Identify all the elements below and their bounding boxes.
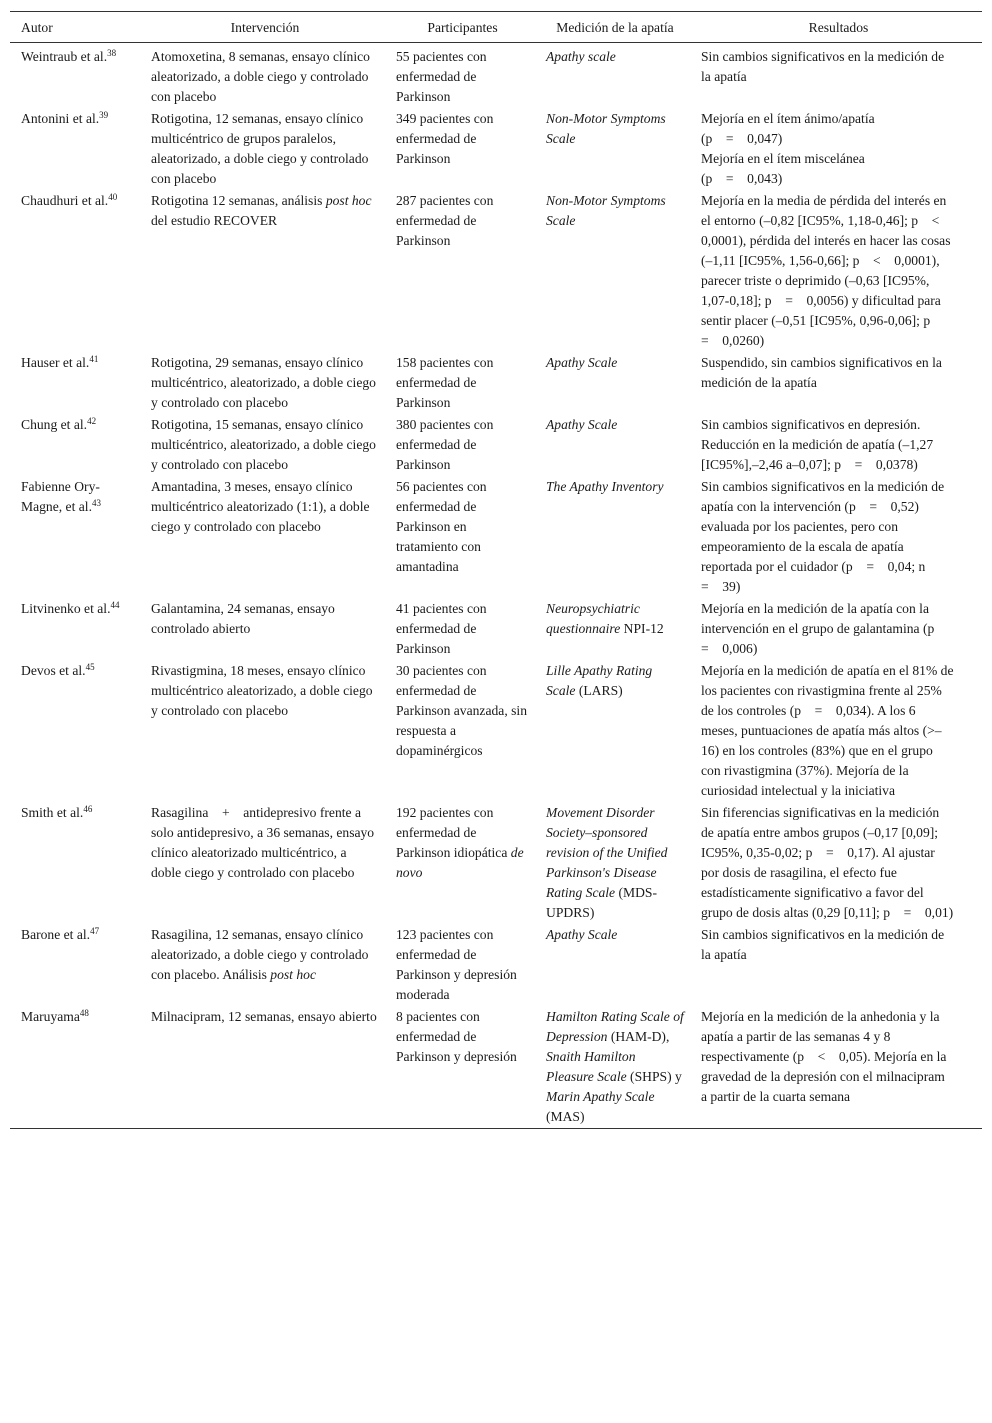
cell-resultados xyxy=(690,43,982,109)
cell-medicion xyxy=(535,924,690,1006)
apathy-measure-text: Snaith Hamilton Pleasure Scale xyxy=(546,1049,636,1084)
header-resultados: Resultados xyxy=(808,20,869,35)
table-row xyxy=(10,190,982,352)
cell-medicion xyxy=(535,108,690,190)
results-text: Mejoría en la medición de la anhedonia y la apatía a partir de las semanas 4 y 8 respectivamente (p < 0,05). Mejoría en la gravedad de la depresión con el milnacipram a partir de la cuarta semana xyxy=(701,1009,947,1104)
cell-resultados xyxy=(690,414,982,476)
results-text: (p = 0,047) xyxy=(701,131,783,146)
cell-autor xyxy=(10,108,140,190)
participants-text: 349 pacientes con enfermedad de Parkinson xyxy=(396,111,494,166)
participants-text: 192 pacientes con enfermedad de Parkinson idiopática xyxy=(396,805,511,860)
cell-resultados xyxy=(690,352,982,414)
results-text: Suspendido, sin cambios significativos en la medición de la apatía xyxy=(701,355,942,390)
intervention-text: Atomoxetina, 8 semanas, ensayo clínico aleatorizado, a doble ciego y controlado con placebo xyxy=(151,49,370,104)
cell-resultados xyxy=(690,924,982,1006)
apathy-measure-text: Apathy Scale xyxy=(546,355,618,370)
cell-medicion xyxy=(535,43,690,109)
cell-participantes xyxy=(385,802,535,924)
table-row xyxy=(10,108,982,190)
cell-resultados xyxy=(690,802,982,924)
cell-participantes xyxy=(385,108,535,190)
cell-intervencion xyxy=(140,476,385,598)
reference-number: 42 xyxy=(87,416,97,426)
cell-participantes xyxy=(385,352,535,414)
reference-number: 43 xyxy=(91,498,101,508)
reference-number: 45 xyxy=(85,662,95,672)
cell-intervencion xyxy=(140,43,385,109)
cell-participantes xyxy=(385,43,535,109)
table-header-row xyxy=(10,12,982,43)
cell-resultados xyxy=(690,1006,982,1129)
cell-medicion xyxy=(535,414,690,476)
author-name: Chaudhuri et al. xyxy=(21,193,109,208)
cell-autor xyxy=(10,598,140,660)
author-name: Weintraub et al. xyxy=(21,49,108,64)
results-text: Mejoría en el ítem ánimo/apatía xyxy=(701,111,875,126)
cell-autor xyxy=(10,802,140,924)
cell-intervencion xyxy=(140,924,385,1006)
studies-table-container xyxy=(10,11,982,1129)
participants-text: 380 pacientes con enfermedad de Parkinson xyxy=(396,417,494,472)
cell-participantes xyxy=(385,660,535,802)
table-row xyxy=(10,1006,982,1129)
header-autor: Autor xyxy=(21,20,53,35)
results-text: Sin fiferencias significativas en la medición de apatía entre ambos grupos (–0,17 [0,09]; IC95%, 0,35-0,02; p = 0,17). Al ajustar por dosis de rasagilina, el efecto fue estadísticamente significativo a favor del grupo de dosis altas (0,29 [0,11]; p = 0,01) xyxy=(701,805,954,920)
intervention-text: Rotigotina, 12 semanas, ensayo clínico multicéntrico de grupos paralelos, aleatorizado, a doble ciego y controlado con placebo xyxy=(151,111,369,186)
cell-intervencion xyxy=(140,190,385,352)
cell-intervencion xyxy=(140,352,385,414)
intervention-text: Amantadina, 3 meses, ensayo clínico multicéntrico aleatorizado (1:1), a doble ciego y controlado con placebo xyxy=(151,479,370,534)
intervention-text: Rotigotina, 15 semanas, ensayo clínico multicéntrico, aleatorizado, a doble ciego y controlado con placebo xyxy=(151,417,376,472)
apathy-measure-text: Movement Disorder Society–sponsored revision of the Unified Parkinson's Disease Rating Scale xyxy=(546,805,668,900)
apathy-measure-text: (LARS) xyxy=(575,683,623,698)
reference-number: 46 xyxy=(83,804,93,814)
cell-medicion xyxy=(535,598,690,660)
table-row xyxy=(10,660,982,802)
participants-text: 55 pacientes con enfermedad de Parkinson xyxy=(396,49,487,104)
apathy-measure-text: Marin Apathy Scale xyxy=(546,1089,655,1104)
table-row xyxy=(10,802,982,924)
results-text: Mejoría en la medición de apatía en el 81% de los pacientes con rivastigmina frente al 25% de los controles (p = 0,034). A los 6 meses, puntuaciones de apatía más altos (>–16) en los controles (83%) que en el grupo con rivastigmina (37%). Mejoría de la curiosidad intelectual y la iniciativa xyxy=(701,663,954,798)
apathy-measure-text: Lille Apathy Rating Scale xyxy=(546,663,653,698)
intervention-text: Rasagilina + antidepresivo frente a solo antidepresivo, a 36 semanas, ensayo clínico aleatorizado multicéntrico, a doble ciego y controlado con placebo xyxy=(151,805,375,880)
header-intervencion: Intervención xyxy=(230,20,300,35)
cell-resultados xyxy=(690,190,982,352)
author-name: Maruyama xyxy=(21,1009,80,1024)
intervention-text: Rotigotina 12 semanas, análisis xyxy=(151,193,326,208)
participants-text: 56 pacientes con enfermedad de Parkinson en tratamiento con amantadina xyxy=(396,479,487,574)
cell-participantes xyxy=(385,1006,535,1129)
header-participantes: Participantes xyxy=(427,20,498,35)
cell-intervencion xyxy=(140,414,385,476)
cell-resultados xyxy=(690,476,982,598)
results-text: Mejoría en el ítem miscelánea xyxy=(701,151,865,166)
results-text: Sin cambios significativos en depresión. Reducción en la medición de apatía (–1,27 [IC95%],–2,46 a–0,07]; p = 0,0378) xyxy=(701,417,934,472)
table-row xyxy=(10,352,982,414)
apathy-measure-text: Neuropsychiatric questionnaire xyxy=(546,601,640,636)
author-name: Smith et al. xyxy=(21,805,84,820)
cell-intervencion xyxy=(140,802,385,924)
participants-text: de novo xyxy=(396,845,524,880)
author-name: Barone et al. xyxy=(21,927,91,942)
apathy-measure-text: Apathy Scale xyxy=(546,927,618,942)
participants-text: 41 pacientes con enfermedad de Parkinson xyxy=(396,601,487,656)
table-row xyxy=(10,924,982,1006)
table-row xyxy=(10,43,982,109)
intervention-text: Rotigotina, 29 semanas, ensayo clínico multicéntrico, aleatorizado, a doble ciego y controlado con placebo xyxy=(151,355,376,410)
results-text: (p = 0,043) xyxy=(701,171,783,186)
table-row xyxy=(10,476,982,598)
apathy-measure-text: Apathy Scale xyxy=(546,417,618,432)
cell-medicion xyxy=(535,190,690,352)
cell-intervencion xyxy=(140,1006,385,1129)
table-row xyxy=(10,414,982,476)
author-name: Litvinenko et al. xyxy=(21,601,111,616)
apathy-measure-text: Hamilton Rating Scale of Depression xyxy=(546,1009,684,1044)
apathy-measure-text: (HAM-D), xyxy=(607,1029,670,1044)
reference-number: 44 xyxy=(110,600,120,610)
results-text: Sin cambios significativos en la medición de la apatía xyxy=(701,927,945,962)
participants-text: 8 pacientes con enfermedad de Parkinson y depresión xyxy=(396,1009,517,1064)
author-name: Devos et al. xyxy=(21,663,86,678)
cell-resultados xyxy=(690,598,982,660)
cell-medicion xyxy=(535,660,690,802)
table-body xyxy=(10,43,982,1129)
intervention-text: post hoc xyxy=(325,193,372,208)
cell-medicion xyxy=(535,802,690,924)
results-text: Sin cambios significativos en la medición de la apatía xyxy=(701,49,945,84)
apathy-measure-text: The Apathy Inventory xyxy=(546,479,664,494)
cell-autor xyxy=(10,660,140,802)
author-name: Chung et al. xyxy=(21,417,88,432)
intervention-text: del estudio RECOVER xyxy=(151,213,278,228)
studies-table xyxy=(10,11,982,1129)
table-row xyxy=(10,598,982,660)
cell-resultados xyxy=(690,660,982,802)
results-text: Sin cambios significativos en la medición de apatía con la intervención (p = 0,52) evaluada por los pacientes, pero con empeoramiento de la escala de apatía reportada por el cuidador (p = 0,04; n = 39) xyxy=(701,479,945,594)
cell-medicion xyxy=(535,476,690,598)
cell-intervencion xyxy=(140,108,385,190)
author-name: Hauser et al. xyxy=(21,355,90,370)
cell-autor xyxy=(10,414,140,476)
reference-number: 48 xyxy=(79,1008,89,1018)
apathy-measure-text: NPI-12 xyxy=(620,621,664,636)
results-text: Mejoría en la medición de la apatía con la intervención en el grupo de galantamina (p = 0,006) xyxy=(701,601,948,656)
participants-text: 30 pacientes con enfermedad de Parkinson avanzada, sin respuesta a dopaminérgicos xyxy=(396,663,527,758)
author-name: Antonini et al. xyxy=(21,111,100,126)
cell-participantes xyxy=(385,190,535,352)
reference-number: 47 xyxy=(90,926,100,936)
participants-text: 123 pacientes con enfermedad de Parkinson y depresión moderada xyxy=(396,927,517,1002)
intervention-text: Rasagilina, 12 semanas, ensayo clínico aleatorizado, a doble ciego y controlado con placebo. Análisis xyxy=(151,927,369,982)
apathy-measure-text: Apathy scale xyxy=(546,49,616,64)
cell-participantes xyxy=(385,476,535,598)
cell-intervencion xyxy=(140,598,385,660)
cell-autor xyxy=(10,43,140,109)
intervention-text: post hoc xyxy=(270,967,316,982)
apathy-measure-text: Non-Motor Symptoms Scale xyxy=(546,111,666,146)
participants-text: 158 pacientes con enfermedad de Parkinson xyxy=(396,355,494,410)
cell-autor xyxy=(10,190,140,352)
cell-participantes xyxy=(385,414,535,476)
intervention-text: Milnacipram, 12 semanas, ensayo abierto xyxy=(151,1009,377,1024)
cell-participantes xyxy=(385,598,535,660)
author-name: Fabienne Ory-Magne, et al. xyxy=(21,479,100,514)
intervention-text: Rivastigmina, 18 meses, ensayo clínico multicéntrico aleatorizado, a doble ciego y controlado con placebo xyxy=(151,663,373,718)
results-text: Mejoría en la media de pérdida del interés en el entorno (–0,82 [IC95%, 1,18-0,46]; p < 0,0001), pérdida del interés en hacer las cosas (–1,11 [IC95%, 1,56-0,66]; p < 0,0001), parecer triste o deprimido (–0,63 [IC95%, 1,07-0,18]; p = 0,0056) y dificultad para sentir placer (–0,51 [IC95%, 0,96-0,06]; p = 0,0260) xyxy=(701,193,953,348)
apathy-measure-text: Non-Motor Symptoms Scale xyxy=(546,193,666,228)
cell-autor xyxy=(10,924,140,1006)
reference-number: 38 xyxy=(107,48,117,58)
apathy-measure-text: (MDS-UPDRS) xyxy=(546,885,658,920)
reference-number: 39 xyxy=(99,110,109,120)
apathy-measure-text: (SHPS) y xyxy=(626,1069,682,1084)
cell-autor xyxy=(10,352,140,414)
reference-number: 41 xyxy=(89,354,99,364)
apathy-measure-text: (MAS) xyxy=(546,1109,585,1124)
cell-autor xyxy=(10,476,140,598)
intervention-text: Galantamina, 24 semanas, ensayo controlado abierto xyxy=(151,601,335,636)
header-medicion: Medición de la apatía xyxy=(556,20,674,35)
reference-number: 40 xyxy=(108,192,118,202)
cell-autor xyxy=(10,1006,140,1129)
cell-medicion xyxy=(535,1006,690,1129)
cell-resultados xyxy=(690,108,982,190)
cell-participantes xyxy=(385,924,535,1006)
cell-medicion xyxy=(535,352,690,414)
participants-text: 287 pacientes con enfermedad de Parkinson xyxy=(396,193,494,248)
cell-intervencion xyxy=(140,660,385,802)
